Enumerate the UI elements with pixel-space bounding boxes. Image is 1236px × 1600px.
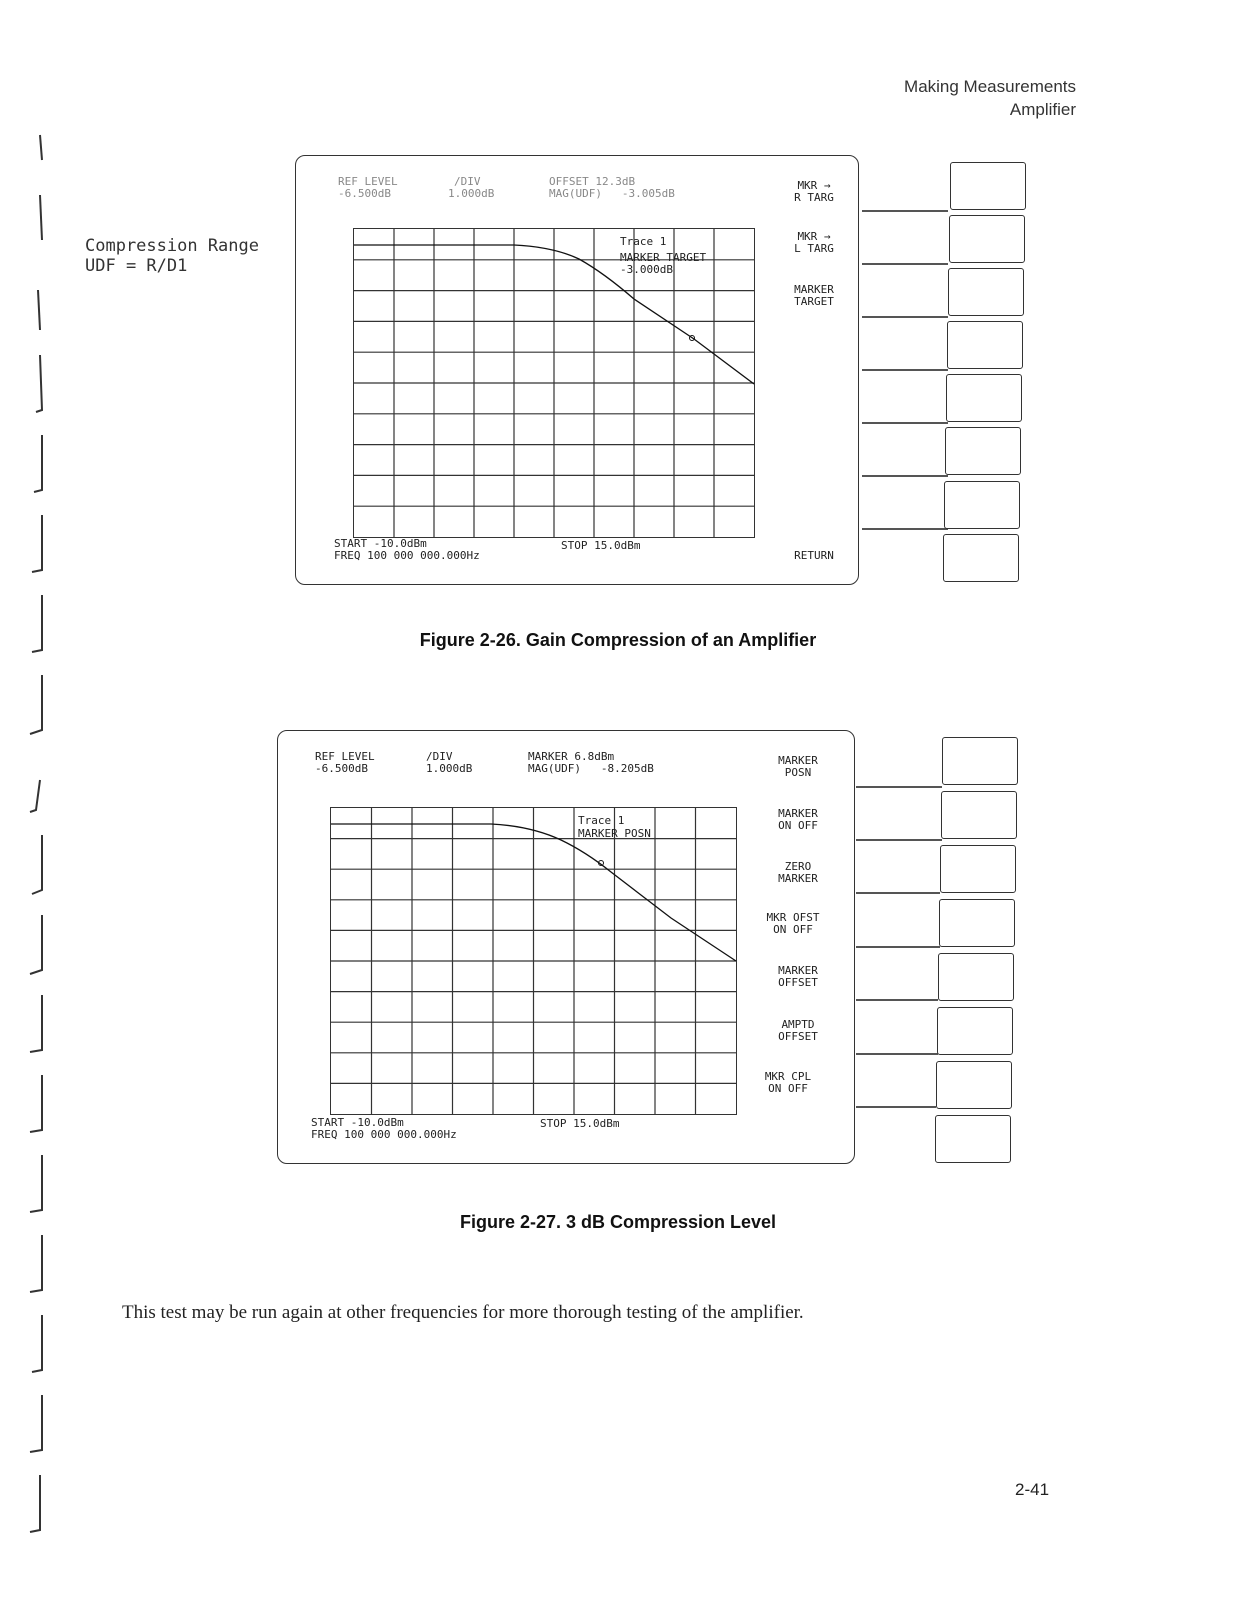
start-readout-2: START -10.0dBm [311,1116,404,1129]
ref-level-label: REF LEVEL [315,750,375,763]
div-label: /DIV [426,750,453,763]
side-note-line2: UDF = R/D1 [85,256,188,276]
marker-label-2: MARKER POSN [578,827,651,840]
marker-label-1: MARKER TARGET [620,251,707,264]
figure-caption-2: Figure 2-27. 3 dB Compression Level [459,1212,777,1232]
page-number: 2-41 [1015,1480,1050,1499]
trace-label-1: Trace 1 [620,235,667,248]
analyzer-screen-2 [277,730,855,1164]
softkey-label-marker-offset: MARKER OFFSET [778,964,818,989]
trace-label-2: Trace 1 [578,814,625,827]
softkey-marker-posn[interactable] [942,737,1018,785]
softkey-7[interactable] [944,481,1020,529]
softkey-label-marker-target: MARKER TARGET [794,283,834,308]
softkey-label-mkr-ofst-on-off: MKR OFST ON OFF [766,911,820,936]
softkey-label-mkr-r-targ: MKR → R TARG [794,179,834,204]
div-value: 1.000dB [448,187,495,200]
softkey-connector [862,422,948,424]
softkey-connector [862,263,948,265]
softkey-label-amptd-offset: AMPTD OFFSET [778,1018,818,1043]
trace-grid-2 [330,807,737,1115]
start-readout-1: START -10.0dBm [334,537,427,550]
freq-readout-1: FREQ 100 000 000.000Hz [334,549,480,562]
offset-readout: OFFSET 12.3dB [549,175,636,188]
mag-readout: MAG(UDF) -8.205dB [528,762,654,775]
softkey-connector [856,786,942,788]
softkey-amptd-offset[interactable] [937,1007,1013,1055]
binder-marks [0,0,60,1600]
softkey-label-marker-posn: MARKER POSN [778,754,818,779]
subsection-header: Amplifier [1009,100,1076,119]
softkey-1[interactable] [950,162,1026,210]
div-label: /DIV [454,175,481,188]
div-value: 1.000dB [426,762,473,775]
figure-caption-1: Figure 2-26. Gain Compression of an Amplifier [419,630,817,650]
softkey-connector [856,946,940,948]
stop-readout-2: STOP 15.0dBm [540,1117,620,1130]
softkey-label-return: RETURN [794,549,834,562]
softkey-5[interactable] [946,374,1022,422]
softkey-2[interactable] [949,215,1025,263]
freq-readout-2: FREQ 100 000 000.000Hz [311,1128,457,1141]
softkey-marker-on-off[interactable] [941,791,1017,839]
mag-readout: MAG(UDF) -3.005dB [549,187,675,200]
softkey-zero-marker[interactable] [940,845,1016,893]
marker-readout: MARKER 6.8dBm [528,750,615,763]
softkey-mkr-ofst-on-off[interactable] [939,899,1015,947]
softkey-connector [862,475,948,477]
softkey-6[interactable] [945,427,1021,475]
softkey-connector [856,839,942,841]
ref-level-label: REF LEVEL [338,175,398,188]
ref-level-value: -6.500dB [338,187,391,200]
softkey-connector [856,999,938,1001]
stop-readout-1: STOP 15.0dBm [561,539,641,552]
ref-level-value: -6.500dB [315,762,368,775]
softkey-connector [856,892,940,894]
trace-grid-1 [353,228,755,538]
side-note [85,236,259,276]
softkey-label-marker-on-off: MARKER ON OFF [778,807,818,832]
softkey-label-mkr-cpl-on-off: MKR CPL ON OFF [764,1070,812,1095]
section-header: Making Measurements [904,77,1076,96]
softkey-4[interactable] [947,321,1023,369]
softkey-connector [862,210,948,212]
softkey-3[interactable] [948,268,1024,316]
softkey-label-mkr-l-targ: MKR → L TARG [794,230,834,255]
side-note-line1: Compression Range [85,236,259,256]
softkey-connector [862,528,948,530]
softkey-connector [856,1053,938,1055]
softkey-marker-offset[interactable] [938,953,1014,1001]
marker-value-1: -3.000dB [620,263,673,276]
softkey-mkr-cpl-on-off[interactable] [936,1061,1012,1109]
analyzer-screen-1 [295,155,859,585]
softkey-8[interactable] [943,534,1019,582]
body-paragraph: This test may be run again at other frequencies for more thorough testing of the amplifier. [122,1302,804,1323]
softkey-connector [862,316,948,318]
softkey-label-zero-marker: ZERO MARKER [778,860,818,885]
softkey-blank[interactable] [935,1115,1011,1163]
softkey-connector [862,369,948,371]
softkey-connector [856,1106,936,1108]
